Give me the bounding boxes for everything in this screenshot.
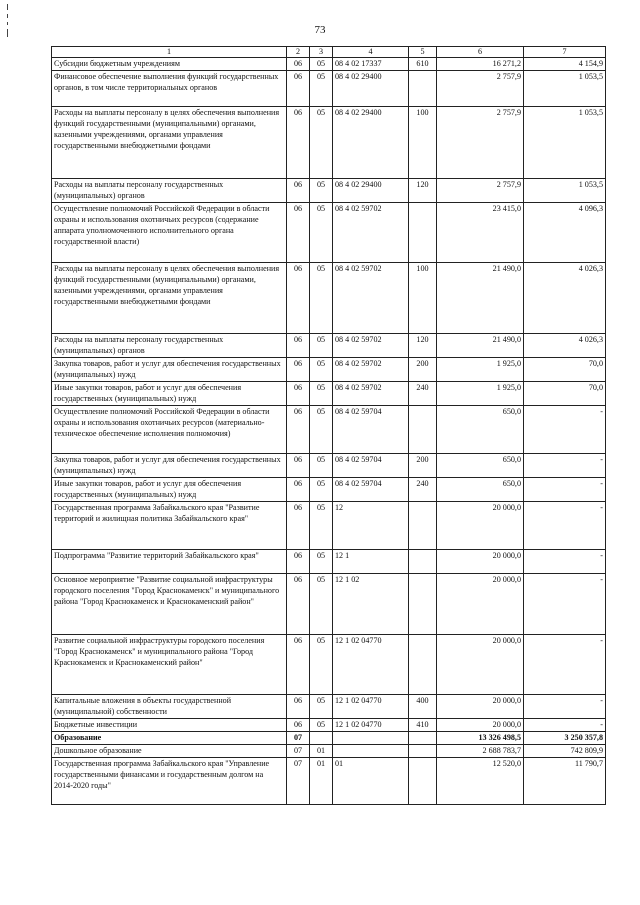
row-subsection-cell: 05 <box>310 719 333 732</box>
row-target-code-cell: 12 1 <box>333 550 409 574</box>
row-subsection-cell: 05 <box>310 263 333 334</box>
row-section-cell: 06 <box>287 574 310 635</box>
row-amount-1-cell: 20 000,0 <box>437 635 524 695</box>
row-amount-1-cell: 13 326 498,5 <box>437 732 524 745</box>
row-amount-2-cell: 1 053,5 <box>524 71 606 107</box>
row-target-code-cell: 08 4 02 59702 <box>333 382 409 406</box>
row-name-cell: Осуществление полномочий Российской Федерации в области охраны и использования охотничьих ресурсов (содержание аппарата уполномоченного исполнительного органа государственной власти) <box>52 203 287 263</box>
budget-table <box>51 46 606 805</box>
row-expense-type-cell: 120 <box>409 334 437 358</box>
row-name-cell: Дошкольное образование <box>52 745 287 758</box>
row-section-cell: 06 <box>287 502 310 550</box>
row-target-code-cell: 08 4 02 29400 <box>333 179 409 203</box>
row-expense-type-cell <box>409 745 437 758</box>
row-amount-2-cell: 4 154,9 <box>524 58 606 71</box>
row-section-cell: 06 <box>287 635 310 695</box>
row-section-cell: 06 <box>287 334 310 358</box>
row-target-code-cell: 08 4 02 29400 <box>333 107 409 179</box>
row-name-cell: Образование <box>52 732 287 745</box>
row-amount-2-cell: 11 790,7 <box>524 758 606 805</box>
row-amount-1-cell: 21 490,0 <box>437 334 524 358</box>
table-row <box>52 203 606 263</box>
row-target-code-cell: 08 4 02 17337 <box>333 58 409 71</box>
row-name-cell: Расходы на выплаты персоналу в целях обеспечения выполнения функций государственными (муниципальными) органами, казенными учреждениями, органами управления государственными внебюджетными фондами <box>52 107 287 179</box>
table-row <box>52 406 606 454</box>
row-subsection-cell: 05 <box>310 478 333 502</box>
page-number: 73 <box>314 24 326 36</box>
row-subsection-cell: 01 <box>310 745 333 758</box>
row-name-cell: Капитальные вложения в объекты государственной (муниципальной) собственности <box>52 695 287 719</box>
row-amount-1-cell: 650,0 <box>437 478 524 502</box>
table-row <box>52 732 606 745</box>
header-cell: 1 <box>52 47 287 58</box>
row-section-cell: 06 <box>287 107 310 179</box>
row-amount-2-cell: - <box>524 406 606 454</box>
row-target-code-cell: 08 4 02 59702 <box>333 263 409 334</box>
row-target-code-cell: 08 4 02 59704 <box>333 406 409 454</box>
row-expense-type-cell: 240 <box>409 478 437 502</box>
row-amount-2-cell: - <box>524 695 606 719</box>
row-amount-1-cell: 650,0 <box>437 454 524 478</box>
row-expense-type-cell: 240 <box>409 382 437 406</box>
table-row <box>52 695 606 719</box>
row-subsection-cell: 05 <box>310 502 333 550</box>
row-name-cell: Иные закупки товаров, работ и услуг для обеспечения государственных (муниципальных) нужд <box>52 478 287 502</box>
row-subsection-cell: 05 <box>310 203 333 263</box>
row-amount-1-cell: 20 000,0 <box>437 502 524 550</box>
table-row <box>52 382 606 406</box>
row-expense-type-cell <box>409 732 437 745</box>
row-amount-2-cell: 4 026,3 <box>524 263 606 334</box>
row-section-cell: 06 <box>287 263 310 334</box>
row-subsection-cell: 05 <box>310 550 333 574</box>
row-subsection-cell <box>310 732 333 745</box>
row-target-code-cell <box>333 732 409 745</box>
row-name-cell: Иные закупки товаров, работ и услуг для обеспечения государственных (муниципальных) нужд <box>52 382 287 406</box>
row-target-code-cell: 08 4 02 29400 <box>333 71 409 107</box>
row-amount-1-cell: 20 000,0 <box>437 719 524 732</box>
row-target-code-cell: 01 <box>333 758 409 805</box>
row-section-cell: 07 <box>287 745 310 758</box>
table-row <box>52 745 606 758</box>
table-header-row <box>52 47 606 58</box>
row-expense-type-cell <box>409 406 437 454</box>
row-amount-1-cell: 2 688 783,7 <box>437 745 524 758</box>
row-name-cell: Бюджетные инвестиции <box>52 719 287 732</box>
row-subsection-cell: 05 <box>310 58 333 71</box>
row-name-cell: Субсидии бюджетным учреждениям <box>52 58 287 71</box>
row-section-cell: 06 <box>287 71 310 107</box>
row-subsection-cell: 05 <box>310 179 333 203</box>
row-name-cell: Развитие социальной инфраструктуры городского поселения "Город Краснокаменск" и муниципального района "Город Краснокаменск и Краснокаменский район" <box>52 635 287 695</box>
row-expense-type-cell <box>409 550 437 574</box>
row-target-code-cell: 08 4 02 59704 <box>333 454 409 478</box>
row-section-cell: 06 <box>287 58 310 71</box>
row-expense-type-cell: 410 <box>409 719 437 732</box>
header-cell: 4 <box>333 47 409 58</box>
row-target-code-cell <box>333 745 409 758</box>
row-expense-type-cell <box>409 574 437 635</box>
row-expense-type-cell <box>409 635 437 695</box>
row-amount-2-cell: 70,0 <box>524 382 606 406</box>
row-target-code-cell: 12 1 02 <box>333 574 409 635</box>
header-cell: 3 <box>310 47 333 58</box>
row-target-code-cell: 12 1 02 04770 <box>333 719 409 732</box>
row-section-cell: 07 <box>287 732 310 745</box>
row-amount-1-cell: 1 925,0 <box>437 382 524 406</box>
row-target-code-cell: 12 1 02 04770 <box>333 695 409 719</box>
row-name-cell: Расходы на выплаты персоналу государственных (муниципальных) органов <box>52 334 287 358</box>
row-expense-type-cell: 100 <box>409 263 437 334</box>
row-section-cell: 06 <box>287 358 310 382</box>
row-expense-type-cell: 120 <box>409 179 437 203</box>
row-section-cell: 06 <box>287 406 310 454</box>
row-target-code-cell: 08 4 02 59704 <box>333 478 409 502</box>
row-expense-type-cell: 400 <box>409 695 437 719</box>
row-subsection-cell: 05 <box>310 358 333 382</box>
row-amount-1-cell: 20 000,0 <box>437 695 524 719</box>
row-subsection-cell: 05 <box>310 71 333 107</box>
row-expense-type-cell <box>409 758 437 805</box>
table-row <box>52 502 606 550</box>
table-row <box>52 635 606 695</box>
table-row <box>52 58 606 71</box>
row-expense-type-cell: 200 <box>409 454 437 478</box>
row-expense-type-cell: 610 <box>409 58 437 71</box>
row-amount-1-cell: 2 757,9 <box>437 71 524 107</box>
row-amount-2-cell: 742 809,9 <box>524 745 606 758</box>
row-section-cell: 06 <box>287 478 310 502</box>
row-amount-1-cell: 1 925,0 <box>437 358 524 382</box>
row-name-cell: Финансовое обеспечение выполнения функций государственных органов, в том числе территориальных органов <box>52 71 287 107</box>
row-target-code-cell: 12 <box>333 502 409 550</box>
table-row <box>52 107 606 179</box>
row-subsection-cell: 05 <box>310 107 333 179</box>
table-row <box>52 758 606 805</box>
table-row <box>52 550 606 574</box>
row-name-cell: Государственная программа Забайкальского края "Развитие территорий и жилищная политика Забайкальского края" <box>52 502 287 550</box>
row-section-cell: 06 <box>287 550 310 574</box>
row-amount-1-cell: 2 757,9 <box>437 107 524 179</box>
row-amount-2-cell: 4 026,3 <box>524 334 606 358</box>
row-section-cell: 06 <box>287 695 310 719</box>
row-amount-2-cell: - <box>524 550 606 574</box>
header-cell: 5 <box>409 47 437 58</box>
table-row <box>52 574 606 635</box>
row-section-cell: 06 <box>287 203 310 263</box>
row-subsection-cell: 05 <box>310 406 333 454</box>
row-amount-2-cell: - <box>524 719 606 732</box>
row-amount-1-cell: 2 757,9 <box>437 179 524 203</box>
row-subsection-cell: 05 <box>310 334 333 358</box>
row-amount-1-cell: 21 490,0 <box>437 263 524 334</box>
row-subsection-cell: 05 <box>310 454 333 478</box>
table-row <box>52 358 606 382</box>
row-name-cell: Основное мероприятие "Развитие социальной инфраструктуры городского поселения "Город Краснокаменск" и муниципального района "Город Краснокаменск и Краснокаменский район" <box>52 574 287 635</box>
row-target-code-cell: 08 4 02 59702 <box>333 203 409 263</box>
row-amount-2-cell: 1 053,5 <box>524 179 606 203</box>
row-name-cell: Государственная программа Забайкальского края "Управление государственными финансами и государственным долгом на 2014-2020 годы" <box>52 758 287 805</box>
row-amount-2-cell: 1 053,5 <box>524 107 606 179</box>
header-cell: 2 <box>287 47 310 58</box>
row-section-cell: 07 <box>287 758 310 805</box>
row-name-cell: Осуществление полномочий Российской Федерации в области охраны и использования охотничьих ресурсов (материально-техническое обеспечение исполнения полномочия) <box>52 406 287 454</box>
row-name-cell: Расходы на выплаты персоналу государственных (муниципальных) органов <box>52 179 287 203</box>
row-subsection-cell: 01 <box>310 758 333 805</box>
row-section-cell: 06 <box>287 719 310 732</box>
table-row <box>52 719 606 732</box>
row-section-cell: 06 <box>287 382 310 406</box>
row-amount-1-cell: 650,0 <box>437 406 524 454</box>
row-amount-2-cell: - <box>524 502 606 550</box>
row-amount-2-cell: - <box>524 478 606 502</box>
row-amount-1-cell: 23 415,0 <box>437 203 524 263</box>
row-expense-type-cell <box>409 502 437 550</box>
row-subsection-cell: 05 <box>310 635 333 695</box>
table-row <box>52 263 606 334</box>
row-section-cell: 06 <box>287 454 310 478</box>
table-row <box>52 71 606 107</box>
row-name-cell: Закупка товаров, работ и услуг для обеспечения государственных (муниципальных) нужд <box>52 454 287 478</box>
row-amount-2-cell: 70,0 <box>524 358 606 382</box>
row-amount-2-cell: - <box>524 574 606 635</box>
table-row <box>52 478 606 502</box>
row-name-cell: Расходы на выплаты персоналу в целях обеспечения выполнения функций государственными (муниципальными) органами, казенными учреждениями, органами управления государственными внебюджетными фондами <box>52 263 287 334</box>
header-cell: 6 <box>437 47 524 58</box>
header-cell: 7 <box>524 47 606 58</box>
row-name-cell: Закупка товаров, работ и услуг для обеспечения государственных (муниципальных) нужд <box>52 358 287 382</box>
row-section-cell: 06 <box>287 179 310 203</box>
table-row <box>52 454 606 478</box>
row-name-cell: Подпрограмма "Развитие территорий Забайкальского края" <box>52 550 287 574</box>
row-amount-1-cell: 12 520,0 <box>437 758 524 805</box>
table-row <box>52 334 606 358</box>
row-target-code-cell: 12 1 02 04770 <box>333 635 409 695</box>
row-amount-1-cell: 20 000,0 <box>437 550 524 574</box>
row-amount-1-cell: 16 271,2 <box>437 58 524 71</box>
row-expense-type-cell: 100 <box>409 107 437 179</box>
table-row <box>52 179 606 203</box>
row-target-code-cell: 08 4 02 59702 <box>333 358 409 382</box>
row-amount-2-cell: 3 250 357,8 <box>524 732 606 745</box>
row-expense-type-cell <box>409 203 437 263</box>
row-expense-type-cell <box>409 71 437 107</box>
row-subsection-cell: 05 <box>310 574 333 635</box>
row-amount-2-cell: - <box>524 454 606 478</box>
table-body <box>52 47 606 805</box>
row-target-code-cell: 08 4 02 59702 <box>333 334 409 358</box>
row-subsection-cell: 05 <box>310 382 333 406</box>
row-amount-1-cell: 20 000,0 <box>437 574 524 635</box>
row-expense-type-cell: 200 <box>409 358 437 382</box>
row-subsection-cell: 05 <box>310 695 333 719</box>
row-amount-2-cell: 4 096,3 <box>524 203 606 263</box>
row-amount-2-cell: - <box>524 635 606 695</box>
